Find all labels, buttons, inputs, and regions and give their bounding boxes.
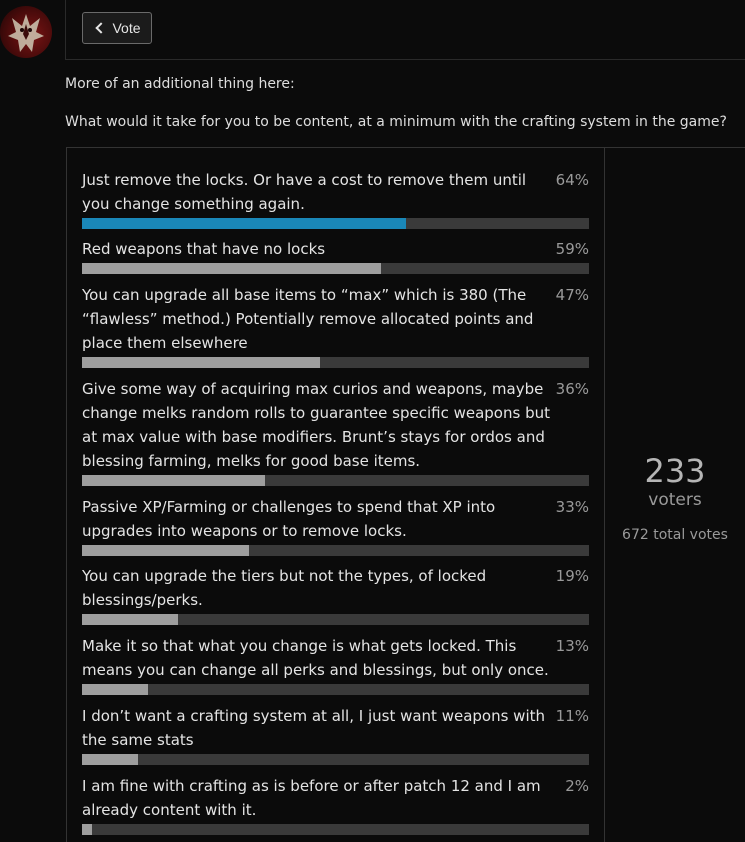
poll-option-percent: 33% — [555, 498, 589, 516]
poll-question: What would it take for you to be content, at a minimum with the crafting system in the game? — [65, 114, 727, 130]
poll-option-bar — [82, 614, 589, 625]
poll-option-bar-fill — [82, 684, 148, 695]
poll-option-bar-fill — [82, 357, 320, 368]
poll-option-percent: 47% — [555, 286, 589, 304]
poll-option-9 — [82, 774, 589, 835]
poll-option-bar — [82, 357, 589, 368]
poll-option-label: You can upgrade the tiers but not the types, of locked blessings/perks. — [82, 567, 487, 609]
poll-option-bar-fill — [82, 263, 381, 274]
post-text-intro: More of an additional thing here: — [65, 76, 295, 92]
poll-option-label: Give some way of acquiring max curios and weapons, maybe change melks random rolls to guarantee specific weapons but at max value with base modifiers. Brunt’s stays for ordos and blessing farming, melks for good base items. — [82, 380, 550, 470]
poll-option-bar — [82, 824, 589, 835]
poll-option-percent: 13% — [555, 637, 589, 655]
poll-option-bar — [82, 263, 589, 274]
poll-option-bar-fill — [82, 545, 249, 556]
poll-option-label: Red weapons that have no locks — [82, 240, 326, 258]
header-divider — [65, 59, 745, 60]
poll-option-label: Just remove the locks. Or have a cost to remove them until you change something again. — [82, 171, 527, 213]
poll-option-bar-fill — [82, 824, 92, 835]
poll-option-1 — [82, 168, 589, 229]
total-votes: 672 total votes — [622, 527, 728, 543]
poll-option-bar-fill — [82, 475, 265, 486]
voters-label: voters — [648, 490, 702, 510]
avatar-emblem-icon — [0, 6, 52, 58]
poll-option-8 — [82, 704, 589, 765]
thread-line — [65, 0, 66, 60]
poll-option-5 — [82, 495, 589, 556]
poll-option-bar — [82, 754, 589, 765]
poll-option-7 — [82, 634, 589, 695]
poll-option-percent: 19% — [555, 567, 589, 585]
poll-option-4 — [82, 377, 589, 486]
poll-option-bar — [82, 218, 589, 229]
poll-option-percent: 36% — [555, 380, 589, 398]
poll-option-6 — [82, 564, 589, 625]
poll-option-bar — [82, 475, 589, 486]
poll-option-3 — [82, 283, 589, 368]
vote-back-button[interactable] — [82, 12, 152, 44]
poll-option-2 — [82, 237, 589, 274]
poll-option-bar — [82, 545, 589, 556]
poll-option-percent: 64% — [555, 171, 589, 189]
poll-option-label: Make it so that what you change is what gets locked. This means you can change all perks and blessings, but only once. — [82, 637, 549, 679]
poll-option-label: I am fine with crafting as is before or after patch 12 and I am already content with it. — [82, 777, 541, 819]
voters-count: 233 — [644, 452, 706, 490]
poll-option-bar — [82, 684, 589, 695]
poll-option-percent: 59% — [555, 240, 589, 258]
poll-option-bar-fill — [82, 614, 178, 625]
vote-button-label: Vote — [112, 20, 141, 36]
poll-option-label: I don’t want a crafting system at all, I just want weapons with the same stats — [82, 707, 546, 749]
chevron-left-icon — [96, 22, 107, 33]
poll-option-percent: 2% — [565, 777, 589, 795]
poll-option-bar-fill — [82, 754, 138, 765]
user-avatar[interactable] — [0, 6, 52, 58]
poll-option-percent: 11% — [555, 707, 589, 725]
poll-option-bar-fill — [82, 218, 406, 229]
poll-option-label: You can upgrade all base items to “max” which is 380 (The “flawless” method.) Potentially remove allocated points and place them elsewhere — [82, 286, 534, 352]
poll-option-label: Passive XP/Farming or challenges to spend that XP into upgrades into weapons or to remove locks. — [82, 498, 496, 540]
